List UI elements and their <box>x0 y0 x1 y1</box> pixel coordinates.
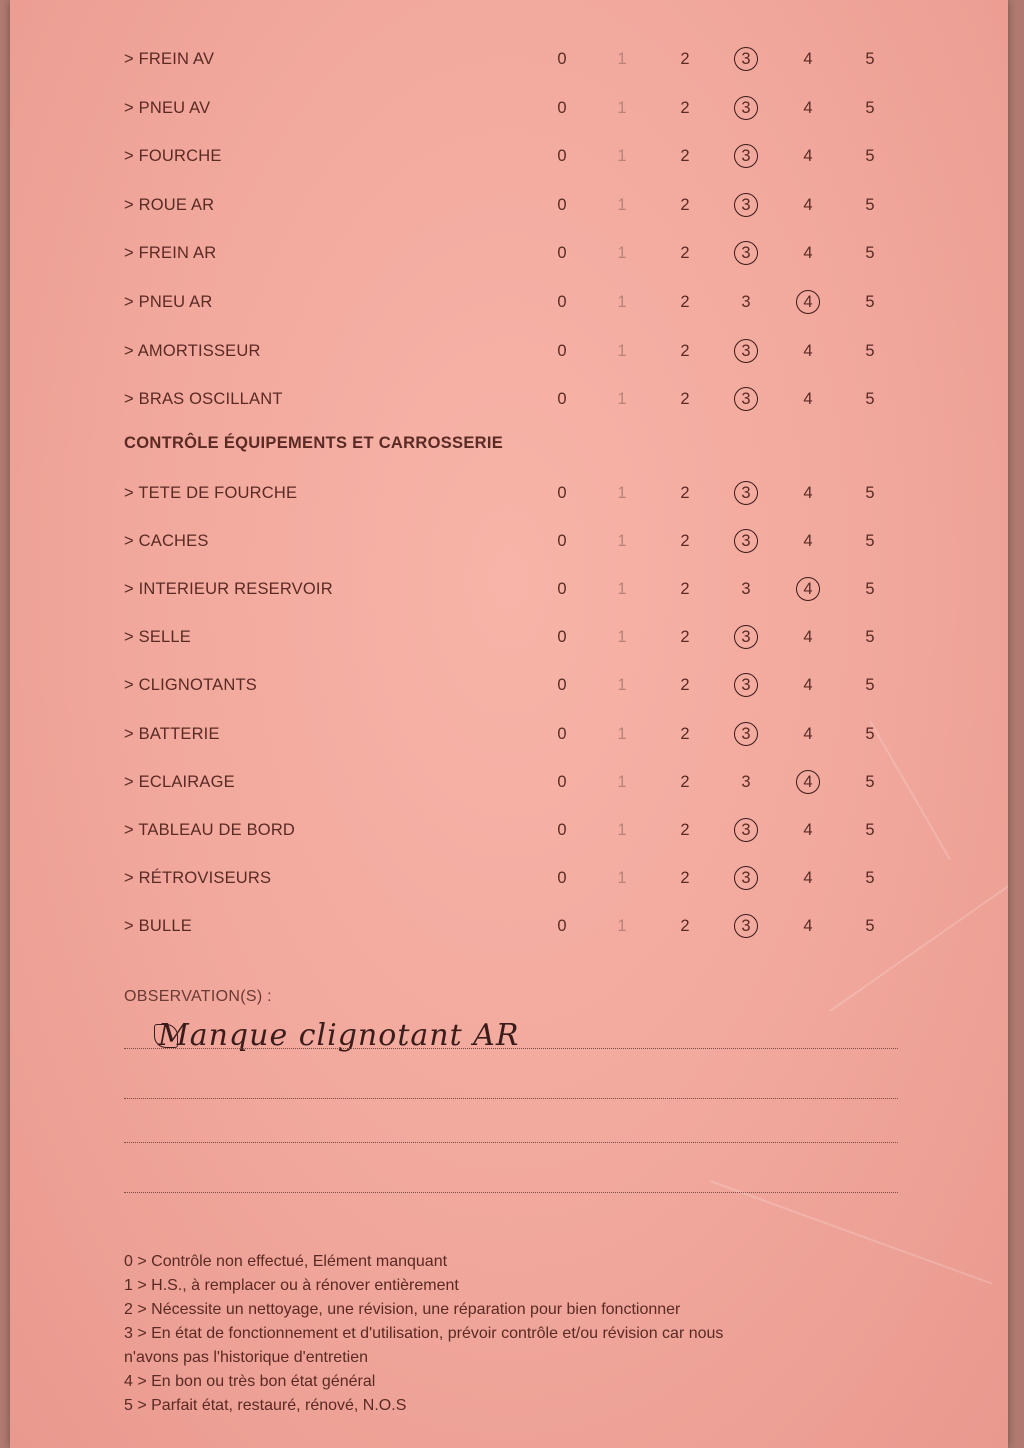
rating-option-5: 5 <box>865 916 875 935</box>
checklist-item-label: > ROUE AR <box>124 195 215 214</box>
rating-option-4: 4 <box>803 195 813 214</box>
rating-option-5: 5 <box>865 820 875 839</box>
selected-rating-circle <box>734 481 758 505</box>
rating-option-5: 5 <box>865 244 875 263</box>
rating-option-4: 4 <box>803 868 813 887</box>
checklist-row <box>10 624 1008 654</box>
rating-option-1: 1 <box>617 676 627 695</box>
rating-option-3: 3 <box>741 341 751 360</box>
rating-option-2: 2 <box>680 98 690 117</box>
rating-option-3: 3 <box>741 244 751 263</box>
rating-option-1: 1 <box>617 390 627 409</box>
rating-option-1: 1 <box>617 195 627 214</box>
rating-option-5: 5 <box>865 50 875 68</box>
rating-option-0: 0 <box>557 580 567 599</box>
checklist-item-label: > RÉTROVISEURS <box>124 868 272 887</box>
rating-option-0: 0 <box>557 724 567 743</box>
rating-option-2: 2 <box>680 484 690 502</box>
rating-option-0: 0 <box>557 98 567 117</box>
legend-item: 4 > En bon ou très bon état général <box>124 1373 376 1390</box>
rating-option-2: 2 <box>680 293 690 311</box>
checklist-row <box>10 289 1008 319</box>
rating-option-3: 3 <box>741 724 751 743</box>
legend-item: n'avons pas l'historique d'entretien <box>124 1349 368 1366</box>
rating-option-4: 4 <box>803 484 813 502</box>
selected-rating-circle <box>734 529 758 553</box>
rating-option-2: 2 <box>680 676 690 695</box>
rating-option-2: 2 <box>680 916 690 935</box>
rating-option-4: 4 <box>803 98 813 117</box>
rating-option-1: 1 <box>617 628 627 647</box>
rating-option-0: 0 <box>557 147 567 166</box>
rating-option-2: 2 <box>680 532 690 551</box>
rating-option-5: 5 <box>865 628 875 647</box>
rating-option-5: 5 <box>865 676 875 695</box>
rating-option-0: 0 <box>557 293 567 311</box>
rating-option-1: 1 <box>617 772 627 791</box>
rating-option-4: 4 <box>803 724 813 743</box>
selected-rating-circle <box>796 770 820 794</box>
rating-option-1: 1 <box>617 244 627 263</box>
checklist-row <box>10 95 1008 125</box>
checklist-row <box>10 480 1008 510</box>
rating-option-3: 3 <box>741 390 751 409</box>
rating-option-0: 0 <box>557 628 567 647</box>
selected-rating-circle <box>796 577 820 601</box>
legend-item: 0 > Contrôle non effectué, Elément manquant <box>124 1253 448 1270</box>
rating-option-0: 0 <box>557 916 567 935</box>
checklist-row <box>10 528 1008 558</box>
rating-option-4: 4 <box>803 341 813 360</box>
selected-rating-circle <box>734 339 758 363</box>
observations-handwritten: Manque clignotant AR <box>158 1018 520 1053</box>
rating-option-2: 2 <box>680 772 690 791</box>
checklist-item-label: > TETE DE FOURCHE <box>124 484 298 502</box>
rating-option-2: 2 <box>680 147 690 166</box>
rating-option-4: 4 <box>803 628 813 647</box>
selected-rating-circle <box>734 866 758 890</box>
rating-option-3: 3 <box>741 147 751 166</box>
checklist-item-label: > CACHES <box>124 532 209 551</box>
legend-item: 1 > H.S., à remplacer ou à rénover entièrement <box>124 1277 459 1294</box>
selected-rating-circle <box>734 818 758 842</box>
selected-rating-circle <box>734 193 758 217</box>
checklist-row <box>10 913 1008 943</box>
checklist-row <box>10 240 1008 270</box>
checklist-item-label: > BRAS OSCILLANT <box>124 390 283 409</box>
checklist-item-label: > ECLAIRAGE <box>124 772 235 791</box>
rating-option-2: 2 <box>680 390 690 409</box>
rating-option-5: 5 <box>865 772 875 791</box>
rating-option-1: 1 <box>617 98 627 117</box>
rating-option-5: 5 <box>865 390 875 409</box>
checklist-item-label: > BATTERIE <box>124 724 220 743</box>
checklist-item-label: > FREIN AR <box>124 244 217 263</box>
rating-option-4: 4 <box>803 532 813 551</box>
rating-option-5: 5 <box>865 868 875 887</box>
rating-option-3: 3 <box>741 772 751 791</box>
rating-option-3: 3 <box>741 98 751 117</box>
checklist-item-label: > FREIN AV <box>124 50 215 68</box>
rating-option-2: 2 <box>680 244 690 263</box>
rating-option-0: 0 <box>557 532 567 551</box>
rating-option-2: 2 <box>680 341 690 360</box>
rating-option-1: 1 <box>617 916 627 935</box>
rating-option-5: 5 <box>865 724 875 743</box>
rating-option-0: 0 <box>557 868 567 887</box>
selected-rating-circle <box>734 914 758 938</box>
rating-option-4: 4 <box>803 147 813 166</box>
checklist-row <box>10 865 1008 895</box>
rating-option-5: 5 <box>865 147 875 166</box>
rating-option-3: 3 <box>741 484 751 502</box>
rating-option-5: 5 <box>865 293 875 311</box>
rating-option-2: 2 <box>680 50 690 68</box>
observation-line <box>124 1048 898 1049</box>
rating-option-4: 4 <box>803 916 813 935</box>
rating-option-5: 5 <box>865 532 875 551</box>
legend-item: 5 > Parfait état, restauré, rénové, N.O.S <box>124 1397 407 1414</box>
rating-option-4: 4 <box>803 580 813 599</box>
rating-option-2: 2 <box>680 820 690 839</box>
rating-option-1: 1 <box>617 820 627 839</box>
legend-item: 2 > Nécessite un nettoyage, une révision, une réparation pour bien fonctionner <box>124 1301 681 1318</box>
rating-option-3: 3 <box>741 868 751 887</box>
checklist-row <box>10 721 1008 751</box>
rating-option-0: 0 <box>557 195 567 214</box>
checklist-row <box>10 338 1008 368</box>
rating-option-0: 0 <box>557 484 567 502</box>
rating-option-2: 2 <box>680 628 690 647</box>
rating-option-5: 5 <box>865 484 875 502</box>
rating-option-1: 1 <box>617 868 627 887</box>
checklist-item-label: > BULLE <box>124 916 192 935</box>
rating-option-3: 3 <box>741 580 751 599</box>
rating-option-3: 3 <box>741 916 751 935</box>
rating-option-1: 1 <box>617 724 627 743</box>
rating-option-0: 0 <box>557 50 567 68</box>
rating-option-3: 3 <box>741 293 751 311</box>
checklist-row <box>10 143 1008 173</box>
checklist-item-label: > TABLEAU DE BORD <box>124 820 296 839</box>
checklist-row <box>10 192 1008 222</box>
rating-legend <box>124 1250 904 1418</box>
checklist-item-label: > PNEU AR <box>124 293 213 311</box>
checklist-item-label: > SELLE <box>124 628 191 647</box>
selected-rating-circle <box>734 387 758 411</box>
selected-rating-circle <box>734 144 758 168</box>
checklist-item-label: > INTERIEUR RESERVOIR <box>124 580 333 599</box>
rating-option-2: 2 <box>680 580 690 599</box>
inspection-sheet <box>10 0 1008 1448</box>
checklist-row <box>10 769 1008 799</box>
observation-line <box>124 1192 898 1193</box>
observation-line <box>124 1098 898 1099</box>
rating-option-5: 5 <box>865 580 875 599</box>
selected-rating-circle <box>796 290 820 314</box>
checklist-item-label: > FOURCHE <box>124 147 222 166</box>
rating-option-1: 1 <box>617 484 627 502</box>
rating-option-5: 5 <box>865 195 875 214</box>
checklist-item-label: > CLIGNOTANTS <box>124 676 257 695</box>
checklist-item-label: > AMORTISSEUR <box>124 341 261 360</box>
checklist-row <box>10 672 1008 702</box>
rating-option-0: 0 <box>557 676 567 695</box>
rating-option-3: 3 <box>741 628 751 647</box>
selected-rating-circle <box>734 722 758 746</box>
checklist-row <box>10 576 1008 606</box>
rating-option-3: 3 <box>741 195 751 214</box>
observations-label: OBSERVATION(S) : <box>124 988 272 1005</box>
rating-option-1: 1 <box>617 293 627 311</box>
rating-option-0: 0 <box>557 390 567 409</box>
rating-option-1: 1 <box>617 50 627 68</box>
rating-option-1: 1 <box>617 580 627 599</box>
rating-option-4: 4 <box>803 676 813 695</box>
checklist-row <box>10 46 1008 76</box>
checklist-row <box>10 817 1008 847</box>
rating-option-0: 0 <box>557 341 567 360</box>
rating-option-5: 5 <box>865 98 875 117</box>
section-title: CONTRÔLE ÉQUIPEMENTS ET CARROSSERIE <box>124 434 504 452</box>
rating-option-4: 4 <box>803 772 813 791</box>
rating-option-1: 1 <box>617 147 627 166</box>
rating-option-4: 4 <box>803 293 813 311</box>
rating-option-3: 3 <box>741 50 751 68</box>
observation-line <box>124 1142 898 1143</box>
rating-option-4: 4 <box>803 244 813 263</box>
rating-option-3: 3 <box>741 532 751 551</box>
checklist-item-label: > PNEU AV <box>124 98 211 117</box>
rating-option-2: 2 <box>680 868 690 887</box>
rating-option-5: 5 <box>865 341 875 360</box>
rating-option-0: 0 <box>557 244 567 263</box>
rating-option-2: 2 <box>680 724 690 743</box>
selected-rating-circle <box>734 47 758 71</box>
rating-option-2: 2 <box>680 195 690 214</box>
rating-option-1: 1 <box>617 341 627 360</box>
rating-option-1: 1 <box>617 532 627 551</box>
rating-option-4: 4 <box>803 390 813 409</box>
rating-option-0: 0 <box>557 820 567 839</box>
rating-option-3: 3 <box>741 676 751 695</box>
checklist-row <box>10 386 1008 416</box>
rating-option-4: 4 <box>803 820 813 839</box>
selected-rating-circle <box>734 96 758 120</box>
paper-crease <box>829 884 1008 1012</box>
rating-option-0: 0 <box>557 772 567 791</box>
legend-item: 3 > En état de fonctionnement et d'utilisation, prévoir contrôle et/ou révision car nous <box>124 1325 724 1342</box>
rating-option-4: 4 <box>803 50 813 68</box>
rating-option-3: 3 <box>741 820 751 839</box>
